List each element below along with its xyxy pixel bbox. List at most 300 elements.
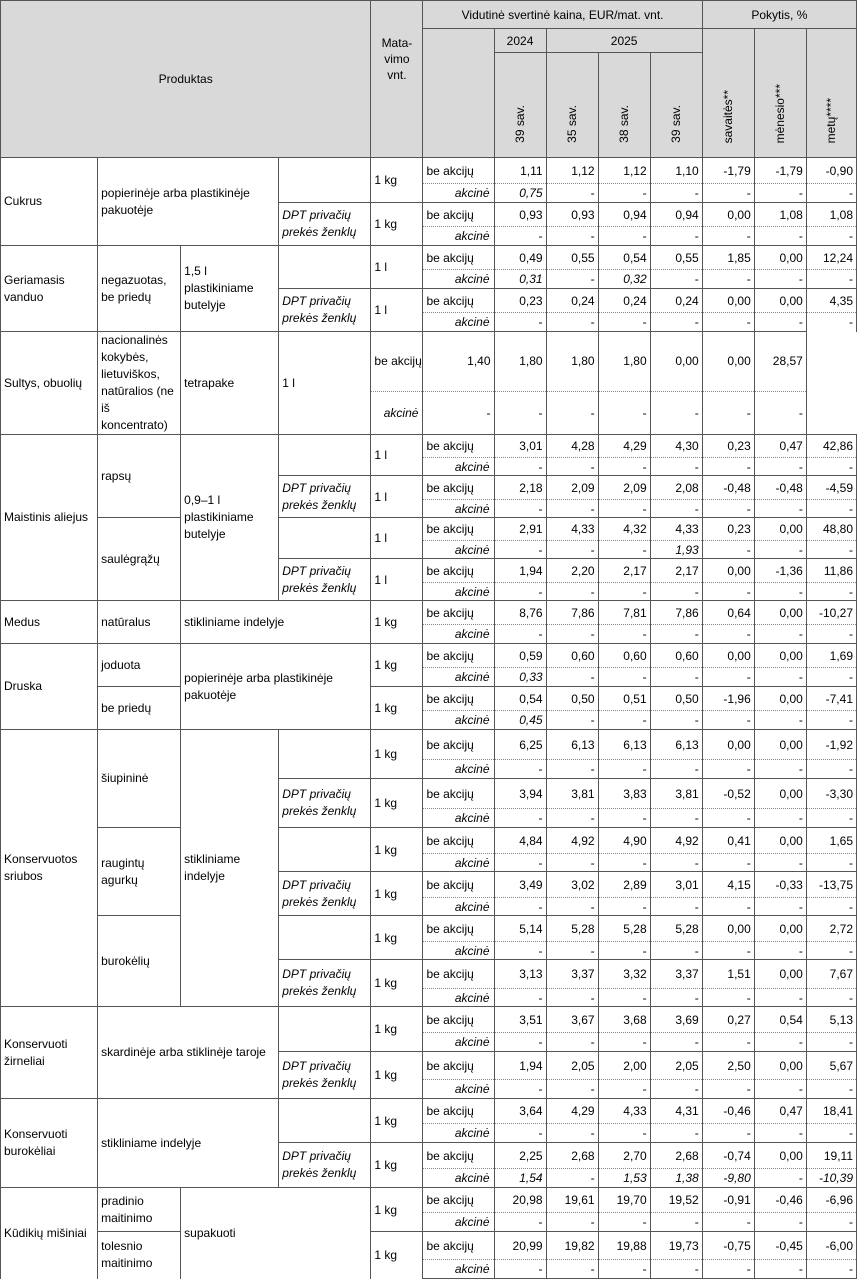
value-cell: 0,00 bbox=[754, 246, 806, 270]
price-type: akcinė bbox=[423, 227, 494, 246]
value-cell: 3,32 bbox=[598, 960, 650, 989]
value-cell: -0,75 bbox=[702, 1232, 754, 1260]
value-cell: - bbox=[546, 270, 598, 289]
value-cell: 0,93 bbox=[494, 203, 546, 227]
value-cell: 3,51 bbox=[494, 1007, 546, 1033]
value-cell: 6,25 bbox=[494, 730, 546, 760]
price-type: be akcijų bbox=[423, 1052, 494, 1080]
value-cell: 3,37 bbox=[546, 960, 598, 989]
unit-cell: 1 l bbox=[371, 289, 423, 332]
value-cell: -6,96 bbox=[806, 1188, 856, 1213]
value-cell: 0,00 bbox=[650, 332, 702, 392]
value-cell: 3,69 bbox=[650, 1007, 702, 1033]
value-cell: 1,12 bbox=[546, 158, 598, 184]
price-type: be akcijų bbox=[423, 476, 494, 500]
value-cell: - bbox=[494, 989, 546, 1007]
value-cell: - bbox=[754, 711, 806, 730]
header-change-week: savaitės** bbox=[702, 29, 754, 158]
value-cell: 1,40 bbox=[423, 332, 494, 392]
value-cell: - bbox=[494, 625, 546, 644]
value-cell: - bbox=[806, 854, 856, 872]
value-cell: - bbox=[494, 760, 546, 779]
value-cell: 0,00 bbox=[702, 332, 754, 392]
value-cell: -1,79 bbox=[754, 158, 806, 184]
value-cell: 19,73 bbox=[650, 1232, 702, 1260]
value-cell: - bbox=[494, 541, 546, 559]
price-type: akcinė bbox=[423, 583, 494, 601]
value-cell: 4,90 bbox=[598, 828, 650, 854]
header-week-2025-35: 35 sav. bbox=[546, 53, 598, 158]
value-cell: 19,82 bbox=[546, 1232, 598, 1260]
price-type: akcinė bbox=[423, 184, 494, 203]
value-cell: - bbox=[546, 313, 598, 332]
value-cell: - bbox=[806, 1080, 856, 1099]
value-cell: 18,41 bbox=[806, 1099, 856, 1124]
header-change: Pokytis, % bbox=[702, 1, 856, 29]
value-cell: 0,54 bbox=[754, 1007, 806, 1033]
value-cell: -0,33 bbox=[754, 872, 806, 898]
value-cell: - bbox=[546, 809, 598, 828]
unit-cell: 1 l bbox=[371, 559, 423, 601]
value-cell: - bbox=[494, 1033, 546, 1052]
product-brand: DPT privačių prekės ženklų bbox=[279, 872, 371, 916]
header-week-2024-39: 39 sav. bbox=[494, 53, 546, 158]
unit-cell: 1 kg bbox=[371, 828, 423, 872]
price-type: be akcijų bbox=[423, 828, 494, 854]
price-type: akcinė bbox=[423, 711, 494, 730]
unit-cell: 1 kg bbox=[371, 1188, 423, 1232]
value-cell: 1,80 bbox=[546, 332, 598, 392]
price-type: be akcijų bbox=[423, 872, 494, 898]
value-cell: 0,23 bbox=[494, 289, 546, 313]
value-cell: 3,68 bbox=[598, 1007, 650, 1033]
value-cell: 2,00 bbox=[598, 1052, 650, 1080]
value-cell: - bbox=[650, 711, 702, 730]
value-cell: - bbox=[494, 458, 546, 476]
value-cell: - bbox=[650, 1213, 702, 1232]
value-cell: - bbox=[546, 458, 598, 476]
value-cell: - bbox=[546, 184, 598, 203]
product-attribute: popierinėje arba plastikinėje pakuotėje bbox=[98, 158, 279, 246]
value-cell: 0,00 bbox=[754, 1052, 806, 1080]
product-brand bbox=[279, 518, 371, 559]
value-cell: - bbox=[494, 500, 546, 518]
value-cell: 1,93 bbox=[650, 541, 702, 559]
value-cell: 7,86 bbox=[546, 601, 598, 625]
value-cell: - bbox=[702, 711, 754, 730]
table-row bbox=[1, 644, 857, 668]
product-package: 1,5 l plastikiniame butelyje bbox=[181, 246, 279, 332]
price-type: be akcijų bbox=[423, 158, 494, 184]
unit-cell: 1 kg bbox=[371, 730, 423, 779]
header-avg-price: Vidutinė svertinė kaina, EUR/mat. vnt. bbox=[423, 1, 702, 29]
value-cell: 4,15 bbox=[702, 872, 754, 898]
value-cell: 2,09 bbox=[546, 476, 598, 500]
value-cell: - bbox=[702, 500, 754, 518]
product-name: Sultys, obuolių bbox=[1, 332, 98, 435]
value-cell: 2,50 bbox=[702, 1052, 754, 1080]
value-cell: 0,60 bbox=[546, 644, 598, 668]
product-attribute: burokėlių bbox=[98, 916, 181, 1007]
value-cell: 0,41 bbox=[702, 828, 754, 854]
value-cell: 3,01 bbox=[494, 435, 546, 458]
value-cell: - bbox=[546, 1169, 598, 1188]
value-cell: 2,25 bbox=[494, 1143, 546, 1169]
value-cell: - bbox=[702, 227, 754, 246]
product-brand: tetrapake bbox=[181, 332, 279, 435]
unit-cell: 1 l bbox=[371, 518, 423, 559]
header-change-year: metų**** bbox=[806, 29, 856, 158]
price-type: be akcijų bbox=[423, 644, 494, 668]
value-cell: - bbox=[702, 391, 754, 435]
value-cell: - bbox=[754, 1213, 806, 1232]
product-package: 0,9–1 l plastikiniame butelyje bbox=[181, 435, 279, 601]
price-type: be akcijų bbox=[423, 1188, 494, 1213]
product-brand bbox=[279, 1007, 371, 1052]
value-cell: - bbox=[754, 809, 806, 828]
value-cell: - bbox=[494, 1213, 546, 1232]
value-cell: - bbox=[806, 668, 856, 687]
value-cell: - bbox=[650, 942, 702, 960]
value-cell: - bbox=[546, 760, 598, 779]
value-cell: - bbox=[546, 942, 598, 960]
unit-cell: 1 kg bbox=[371, 644, 423, 687]
value-cell: 2,20 bbox=[546, 559, 598, 583]
price-type: be akcijų bbox=[423, 1232, 494, 1260]
value-cell: 1,80 bbox=[598, 332, 650, 392]
value-cell: - bbox=[806, 227, 856, 246]
value-cell: 19,61 bbox=[546, 1188, 598, 1213]
value-cell: - bbox=[650, 1260, 702, 1279]
price-type: be akcijų bbox=[423, 601, 494, 625]
value-cell: - bbox=[650, 668, 702, 687]
product-package: stikliniame indelyje bbox=[181, 730, 279, 1007]
product-brand: DPT privačių prekės ženklų bbox=[279, 203, 371, 246]
value-cell: - bbox=[598, 989, 650, 1007]
value-cell: - bbox=[754, 625, 806, 644]
product-brand: DPT privačių prekės ženklų bbox=[279, 476, 371, 518]
value-cell: - bbox=[650, 989, 702, 1007]
value-cell: - bbox=[702, 989, 754, 1007]
value-cell: - bbox=[546, 1033, 598, 1052]
price-type: akcinė bbox=[423, 809, 494, 828]
value-cell: 0,33 bbox=[494, 668, 546, 687]
value-cell: 0,00 bbox=[754, 518, 806, 541]
value-cell: - bbox=[598, 1080, 650, 1099]
value-cell: 3,81 bbox=[546, 779, 598, 809]
value-cell: -3,30 bbox=[806, 779, 856, 809]
header-product: Produktas bbox=[1, 1, 371, 158]
product-brand: DPT privačių prekės ženklų bbox=[279, 289, 371, 332]
price-type: akcinė bbox=[423, 1213, 494, 1232]
value-cell: - bbox=[598, 854, 650, 872]
value-cell: - bbox=[494, 1124, 546, 1143]
value-cell: 0,24 bbox=[598, 289, 650, 313]
value-cell: - bbox=[598, 313, 650, 332]
value-cell: 4,28 bbox=[546, 435, 598, 458]
value-cell: -0,46 bbox=[754, 1188, 806, 1213]
product-package: supakuoti bbox=[181, 1188, 371, 1279]
unit-cell: 1 kg bbox=[371, 1099, 423, 1143]
value-cell: - bbox=[702, 583, 754, 601]
value-cell: 3,01 bbox=[650, 872, 702, 898]
product-attribute: stikliniame indelyje bbox=[98, 1099, 279, 1188]
unit-cell: 1 kg bbox=[371, 1007, 423, 1052]
table-row bbox=[1, 246, 857, 270]
value-cell: 5,14 bbox=[494, 916, 546, 942]
value-cell: 5,13 bbox=[806, 1007, 856, 1033]
price-type: be akcijų bbox=[423, 559, 494, 583]
value-cell: 1,94 bbox=[494, 559, 546, 583]
value-cell: - bbox=[598, 711, 650, 730]
value-cell: - bbox=[702, 1213, 754, 1232]
table-row bbox=[1, 828, 857, 854]
product-name: Druska bbox=[1, 644, 98, 730]
value-cell: - bbox=[702, 1260, 754, 1279]
value-cell: - bbox=[546, 625, 598, 644]
value-cell: - bbox=[754, 1033, 806, 1052]
value-cell: - bbox=[702, 809, 754, 828]
value-cell: -0,52 bbox=[702, 779, 754, 809]
value-cell: 3,49 bbox=[494, 872, 546, 898]
value-cell: 12,24 bbox=[806, 246, 856, 270]
price-type: akcinė bbox=[371, 391, 423, 435]
value-cell: 0,45 bbox=[494, 711, 546, 730]
product-name: Konservuoti žirneliai bbox=[1, 1007, 98, 1099]
product-brand bbox=[279, 730, 371, 779]
value-cell: 2,17 bbox=[598, 559, 650, 583]
value-cell: - bbox=[806, 625, 856, 644]
header-year-2024: 2024 bbox=[494, 29, 546, 53]
value-cell: 4,92 bbox=[546, 828, 598, 854]
product-brand: DPT privačių prekės ženklų bbox=[279, 559, 371, 601]
value-cell: 1,38 bbox=[650, 1169, 702, 1188]
value-cell: 19,70 bbox=[598, 1188, 650, 1213]
value-cell: - bbox=[754, 391, 806, 435]
value-cell: 4,92 bbox=[650, 828, 702, 854]
value-cell: 0,94 bbox=[650, 203, 702, 227]
value-cell: 0,60 bbox=[598, 644, 650, 668]
table-row bbox=[1, 916, 857, 942]
value-cell: 1,94 bbox=[494, 1052, 546, 1080]
product-attribute: nacionalinės kokybės, lietuviškos, natūralios (ne iš koncentrato) bbox=[98, 332, 181, 435]
value-cell: 4,31 bbox=[650, 1099, 702, 1124]
value-cell: -7,41 bbox=[806, 687, 856, 711]
value-cell: - bbox=[702, 313, 754, 332]
value-cell: - bbox=[754, 854, 806, 872]
value-cell: - bbox=[702, 1033, 754, 1052]
product-attribute: natūralus bbox=[98, 601, 181, 644]
value-cell: 20,99 bbox=[494, 1232, 546, 1260]
product-brand: DPT privačių prekės ženklų bbox=[279, 1143, 371, 1188]
value-cell: - bbox=[598, 668, 650, 687]
unit-cell: 1 kg bbox=[371, 687, 423, 730]
value-cell: 7,67 bbox=[806, 960, 856, 989]
value-cell: - bbox=[494, 227, 546, 246]
header-year-2025: 2025 bbox=[546, 29, 702, 53]
value-cell: - bbox=[702, 898, 754, 916]
value-cell: 0,00 bbox=[754, 687, 806, 711]
value-cell: 0,00 bbox=[754, 601, 806, 625]
value-cell: 0,31 bbox=[494, 270, 546, 289]
value-cell: 5,28 bbox=[546, 916, 598, 942]
value-cell: 3,02 bbox=[546, 872, 598, 898]
value-cell: 4,33 bbox=[598, 1099, 650, 1124]
value-cell: - bbox=[754, 1080, 806, 1099]
value-cell: -1,96 bbox=[702, 687, 754, 711]
value-cell: - bbox=[806, 458, 856, 476]
value-cell: 1,12 bbox=[598, 158, 650, 184]
value-cell: 5,28 bbox=[650, 916, 702, 942]
unit-cell: 1 kg bbox=[371, 1143, 423, 1188]
value-cell: - bbox=[598, 1213, 650, 1232]
product-name: Kūdikių mišiniai bbox=[1, 1188, 98, 1279]
value-cell: - bbox=[598, 809, 650, 828]
value-cell: - bbox=[546, 1124, 598, 1143]
product-attribute: negazuotas, be priedų bbox=[98, 246, 181, 332]
value-cell: 0,00 bbox=[702, 916, 754, 942]
value-cell: - bbox=[650, 313, 702, 332]
table-row bbox=[1, 687, 857, 711]
value-cell: 0,50 bbox=[650, 687, 702, 711]
value-cell: 4,33 bbox=[650, 518, 702, 541]
table-row bbox=[1, 332, 857, 392]
value-cell: 0,27 bbox=[702, 1007, 754, 1033]
value-cell: - bbox=[650, 898, 702, 916]
price-type: akcinė bbox=[423, 458, 494, 476]
value-cell: - bbox=[598, 541, 650, 559]
unit-cell: 1 kg bbox=[371, 960, 423, 1007]
value-cell: 0,00 bbox=[754, 828, 806, 854]
value-cell: - bbox=[806, 270, 856, 289]
value-cell: - bbox=[598, 458, 650, 476]
product-name: Konservuoti burokėliai bbox=[1, 1099, 98, 1188]
value-cell: - bbox=[754, 313, 806, 332]
price-type: akcinė bbox=[423, 541, 494, 559]
value-cell: 19,52 bbox=[650, 1188, 702, 1213]
value-cell: - bbox=[598, 500, 650, 518]
value-cell: - bbox=[754, 1260, 806, 1279]
value-cell: - bbox=[546, 711, 598, 730]
table-row bbox=[1, 1007, 857, 1033]
product-brand bbox=[279, 1099, 371, 1143]
header-week-2025-38: 38 sav. bbox=[598, 53, 650, 158]
value-cell: - bbox=[806, 541, 856, 559]
price-type: akcinė bbox=[423, 1260, 494, 1279]
value-cell: 0,94 bbox=[598, 203, 650, 227]
unit-cell: 1 l bbox=[371, 435, 423, 476]
value-cell: 1,10 bbox=[650, 158, 702, 184]
value-cell: 0,00 bbox=[754, 644, 806, 668]
value-cell: 0,00 bbox=[754, 289, 806, 313]
value-cell: 0,32 bbox=[598, 270, 650, 289]
value-cell: 0,75 bbox=[494, 184, 546, 203]
value-cell: 11,86 bbox=[806, 559, 856, 583]
product-brand bbox=[279, 246, 371, 289]
value-cell: 7,86 bbox=[650, 601, 702, 625]
value-cell: - bbox=[546, 854, 598, 872]
value-cell: 4,32 bbox=[598, 518, 650, 541]
value-cell: 3,83 bbox=[598, 779, 650, 809]
value-cell: - bbox=[754, 583, 806, 601]
header-change-month: mėnesio*** bbox=[754, 29, 806, 158]
table-row bbox=[1, 1232, 857, 1260]
product-attribute: rapsų bbox=[98, 435, 181, 518]
value-cell: 0,55 bbox=[546, 246, 598, 270]
value-cell: 2,72 bbox=[806, 916, 856, 942]
price-type: be akcijų bbox=[423, 1099, 494, 1124]
value-cell: - bbox=[806, 1213, 856, 1232]
unit-cell: 1 kg bbox=[371, 916, 423, 960]
value-cell: - bbox=[754, 760, 806, 779]
value-cell: 1,51 bbox=[702, 960, 754, 989]
value-cell: - bbox=[598, 942, 650, 960]
value-cell: 19,11 bbox=[806, 1143, 856, 1169]
value-cell: 5,67 bbox=[806, 1052, 856, 1080]
value-cell: 5,28 bbox=[598, 916, 650, 942]
value-cell: - bbox=[806, 1124, 856, 1143]
value-cell: - bbox=[494, 854, 546, 872]
product-brand bbox=[279, 435, 371, 476]
value-cell: - bbox=[650, 391, 702, 435]
value-cell: 0,55 bbox=[650, 246, 702, 270]
value-cell: - bbox=[806, 583, 856, 601]
header-week-2025-39: 39 sav. bbox=[650, 53, 702, 158]
table-row bbox=[1, 730, 857, 760]
price-type: akcinė bbox=[423, 989, 494, 1007]
value-cell: - bbox=[754, 270, 806, 289]
value-cell: 0,00 bbox=[754, 779, 806, 809]
value-cell: - bbox=[702, 942, 754, 960]
price-type: be akcijų bbox=[371, 332, 423, 392]
value-cell: 0,24 bbox=[650, 289, 702, 313]
value-cell: - bbox=[754, 541, 806, 559]
value-cell: 0,51 bbox=[598, 687, 650, 711]
price-type: akcinė bbox=[423, 1124, 494, 1143]
value-cell: - bbox=[650, 854, 702, 872]
value-cell: - bbox=[754, 898, 806, 916]
value-cell: - bbox=[650, 1033, 702, 1052]
value-cell: - bbox=[806, 898, 856, 916]
value-cell: - bbox=[494, 898, 546, 916]
value-cell: 3,37 bbox=[650, 960, 702, 989]
value-cell: 1,08 bbox=[754, 203, 806, 227]
value-cell: 0,47 bbox=[754, 1099, 806, 1124]
value-cell: 4,84 bbox=[494, 828, 546, 854]
price-type: be akcijų bbox=[423, 289, 494, 313]
value-cell: - bbox=[754, 989, 806, 1007]
table-row bbox=[1, 435, 857, 458]
value-cell: 1,11 bbox=[494, 158, 546, 184]
value-cell: - bbox=[546, 391, 598, 435]
value-cell: 0,00 bbox=[702, 730, 754, 760]
value-cell: 0,00 bbox=[754, 730, 806, 760]
product-brand bbox=[279, 828, 371, 872]
value-cell: - bbox=[423, 391, 494, 435]
unit-cell: 1 kg bbox=[371, 872, 423, 916]
value-cell: - bbox=[754, 184, 806, 203]
value-cell: - bbox=[754, 1169, 806, 1188]
unit-cell: 1 l bbox=[371, 246, 423, 289]
value-cell: - bbox=[702, 1124, 754, 1143]
value-cell: 42,86 bbox=[806, 435, 856, 458]
value-cell: - bbox=[650, 1080, 702, 1099]
value-cell: 4,29 bbox=[598, 435, 650, 458]
value-cell: 3,81 bbox=[650, 779, 702, 809]
value-cell: - bbox=[494, 1260, 546, 1279]
value-cell: - bbox=[546, 1213, 598, 1232]
price-type: be akcijų bbox=[423, 1143, 494, 1169]
